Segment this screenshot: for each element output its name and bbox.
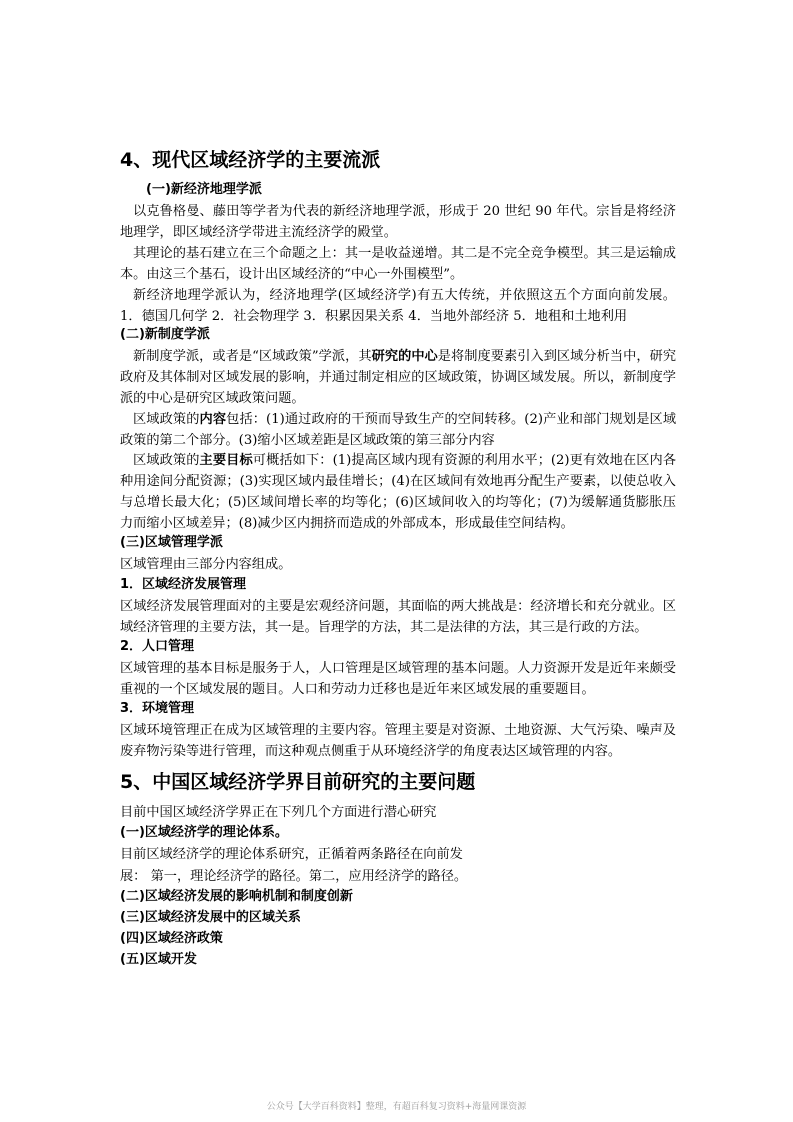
paragraph-neg-origin: 以克鲁格曼、藤田等学者为代表的新经济地理学派，形成于 20 世纪 90 年代。宗旨是将经济地理学，即区域经济学带进主流经济学的殿堂。 — [120, 204, 676, 240]
emphasis-content: 内容 — [199, 412, 227, 427]
paragraph-environment-management: 区域环境管理正在成为区域管理的主要内容。管理主要是对资源、土地资源、大气污染、噪声及废弃物污染等进行管理，而这种观点侧重于从环境经济学的角度表达区域管理的内容。 — [120, 723, 676, 759]
paragraph-section-5-intro: 目前中国区域经济学界正在下列几个方面进行潜心研究 — [120, 805, 437, 820]
paragraph-economic-development-management: 区域经济发展管理面对的主要是宏观经济问题，其面临的两大挑战是：经济增长和充分就业。区域经济管理的主要方法，其一是。旨理学的方法，其二是法律的方法，其三是行政的方法。 — [120, 599, 676, 635]
paragraph-population-management: 区域管理的基本目标是服务于人，人口管理是区域管理的基本问题。人力资源开发是近年来颇受重视的一个区域发展的题目。人口和劳动力迁移也是近年来区域发展的重要题目。 — [120, 661, 676, 697]
paragraph-neg-traditions: 新经济地理学派认为，经济地理学(区域经济学)有五大传统，并依照这五个方面向前发展。1．德国几何学 2．社会物理学 3．积累因果关系 4．当地外部经济 5．地租和土地利用 — [120, 288, 676, 324]
subsection-regional-development-heading: (五)区域开发 — [120, 952, 197, 967]
item-environment-management-heading: 3．环境管理 — [120, 701, 195, 716]
subsection-regional-policy-heading: (四)区域经济政策 — [120, 931, 223, 946]
paragraph-theory-system-line-2: 展： 第一，理论经济学的路径。第二，应用经济学的路径。 — [120, 869, 468, 884]
item-population-management-heading: 2．人口管理 — [120, 639, 195, 654]
subsection-theory-system-heading: (一)区域经济学的理论体系。 — [120, 825, 288, 840]
paragraph-policy-content: 区域政策的内容包括：(1)通过政府的干预而导致生产的空间转移。(2)产业和部门规划是区域政策的第二个部分。(3)缩小区域差距是区域政策的第三部分内容 — [120, 412, 677, 448]
subsection-new-institutional-heading: (二)新制度学派 — [120, 327, 210, 342]
subsection-regional-relations-heading: (三)区域经济发展中的区域关系 — [120, 910, 301, 925]
paragraph-policy-goals: 区域政策的主要目标可概括如下：(1)提高区域内现有资源的利用水平；(2)更有效地在区内各种用途间分配资源；(3)实现区域内最佳增长；(4)在区域间有效地再分配生产要素，以使总收入与总增长最大化；(5)区域间增长率的均等化；(6)区域间收入的均等化；(7)为缓解通货膨胀压力而缩小区域差异；(8)减少区内拥挤而造成的外部成本，形成最佳空间结构。 — [120, 453, 677, 531]
section-4-title: 4、现代区域经济学的主要流派 — [120, 149, 381, 171]
paragraph-neg-foundations: 其理论的基石建立在三个命题之上：其一是收益递增。其二是不完全竞争模型。其三是运输成本。由这三个基石，设计出区域经济的“中心一外围模型”。 — [120, 246, 676, 282]
paragraph-management-intro: 区域管理由三部分内容组成。 — [120, 557, 292, 572]
paragraph-theory-system-line-1: 目前区域经济学的理论体系研究，正循着两条路径在向前发 — [120, 847, 463, 862]
paragraph-institutional-center: 新制度学派，或者是“区域政策”学派，其研究的中心是将制度要素引入到区域分析当中，研究政府及其体制对区域发展的影响，并通过制定相应的区域政策，协调区域发展。所以，新制度学派的中心是研究区域政策问题。 — [120, 349, 677, 406]
emphasis-main-goals: 主要目标 — [199, 453, 253, 468]
subsection-regional-management-heading: (三)区域管理学派 — [120, 535, 223, 550]
subsection-new-economic-geography-heading: (一)新经济地理学派 — [146, 182, 262, 197]
subsection-mechanism-innovation-heading: (二)区域经济发展的影响机制和制度创新 — [120, 889, 353, 904]
section-5-title: 5、中国区域经济学界目前研究的主要问题 — [120, 771, 476, 793]
emphasis-research-center: 研究的中心 — [371, 349, 438, 364]
page-footer-watermark: 公众号【大学百科资料】整理，有超百科复习资料+海量网课资源 — [266, 1102, 527, 1112]
item-economic-development-management-heading: 1．区域经济发展管理 — [120, 577, 247, 592]
